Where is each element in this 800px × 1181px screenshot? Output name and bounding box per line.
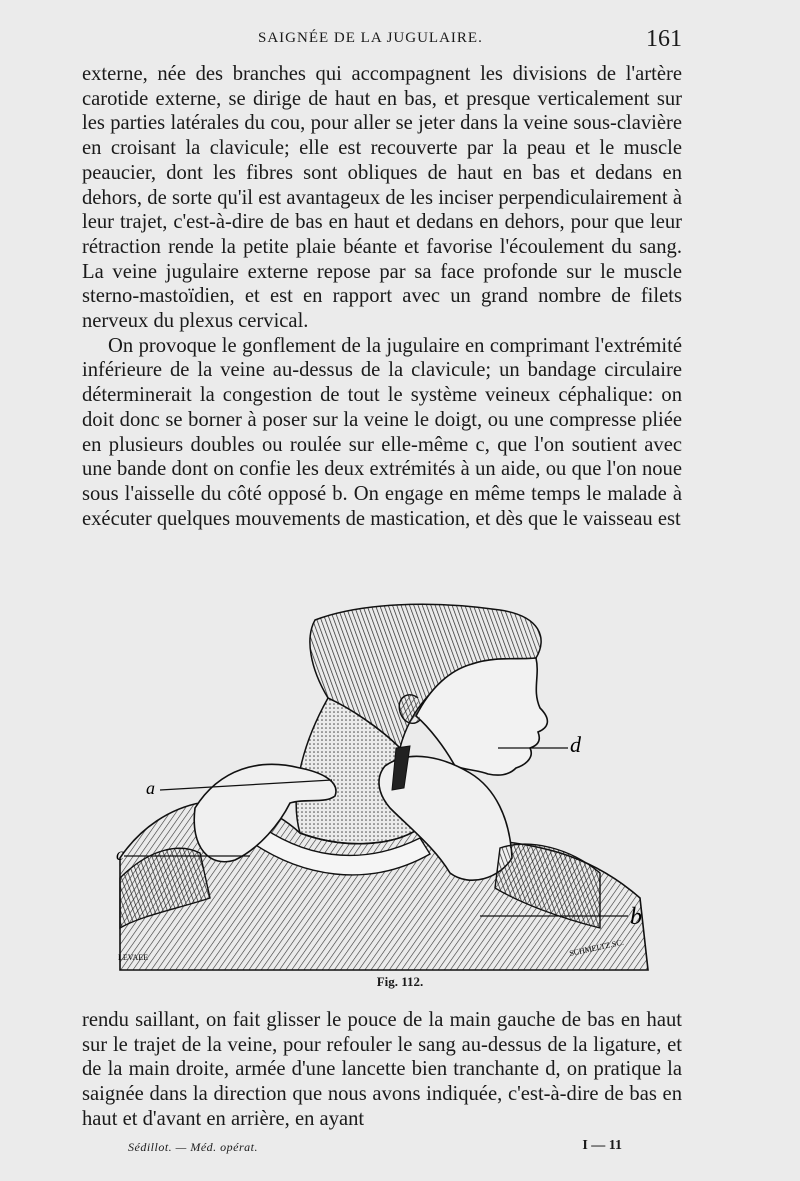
figure-caption: Fig. 112. — [376, 974, 424, 989]
body-text-top — [82, 62, 682, 531]
engraver-signature-right: SCHMELTZ.SC. — [568, 937, 625, 958]
label-c: c — [116, 844, 124, 864]
paragraph: On provoque le gonflement de la jugulaire en comprimant l'extrémité inférieure de la veine au-dessus de la clavicule; un bandage circulaire déterminerait la congestion de tout le système veineux céphalique: on doit donc se borner à poser sur la veine le doigt, ou une compresse pliée en plusieurs doubles ou roulée sur elle-même c, que l'on soutient avec une bande dont on confie les deux extrémités à un aide, ou que l'on noue sous l'aisselle du côté opposé b. On engage en même temps le malade à exécuter quelques mouvements de mastication, et dès que le vaisseau est — [82, 334, 682, 530]
paragraph: rendu saillant, on fait glisser le pouce de la main gauche de bas en haut sur le trajet de la veine, pour refouler le sang au-dessus de la ligature, et de la main droite, armée d'une lancette bien tranchante d, on pratique la saignée dans la direction que nous avons indiquée, c'est-à-dire de bas en haut et d'avant en arrière, en ayant — [82, 1009, 682, 1130]
body-text-bottom — [82, 1008, 682, 1132]
footer-author-work: Sédillot. — Méd. opérat. — [128, 1140, 258, 1154]
engraving-figure — [100, 598, 660, 978]
page-number: 161 — [646, 26, 682, 52]
label-a: a — [146, 778, 155, 798]
neck-bleeding-illustration — [100, 598, 660, 978]
engraver-signature-left: LEVAEE — [118, 953, 149, 962]
page-footer — [0, 1140, 800, 1164]
running-head — [0, 28, 800, 54]
running-title: SAIGNÉE DE LA JUGULAIRE. — [258, 30, 483, 46]
footer-signature: I — 11 — [582, 1138, 622, 1153]
label-b: b — [630, 904, 642, 930]
paragraph: externe, née des branches qui accompagnent les divisions de l'artère carotide externe, se dirige de haut en bas, et presque verticalement sur les parties latérales du cou, pour aller se jeter dans la veine sous-clavière en croisant la clavicule; elle est recouverte par la peau et le muscle peaucier, dont les fibres sont obliques de haut en bas et dedans en dehors, de sorte qu'il est avantageux de les inciser perpendiculairement à leur trajet, c'est-à-dire de bas en haut et dedans en dehors, pour que leur rétraction rende la petite plaie béante et favorise l'écoulement du sang. La veine jugulaire externe repose par sa face profonde sur le muscle sterno-mastoïdien, et est en rapport avec un grand nombre de filets nerveux du plexus cervical. — [82, 63, 682, 333]
label-d: d — [570, 732, 581, 757]
